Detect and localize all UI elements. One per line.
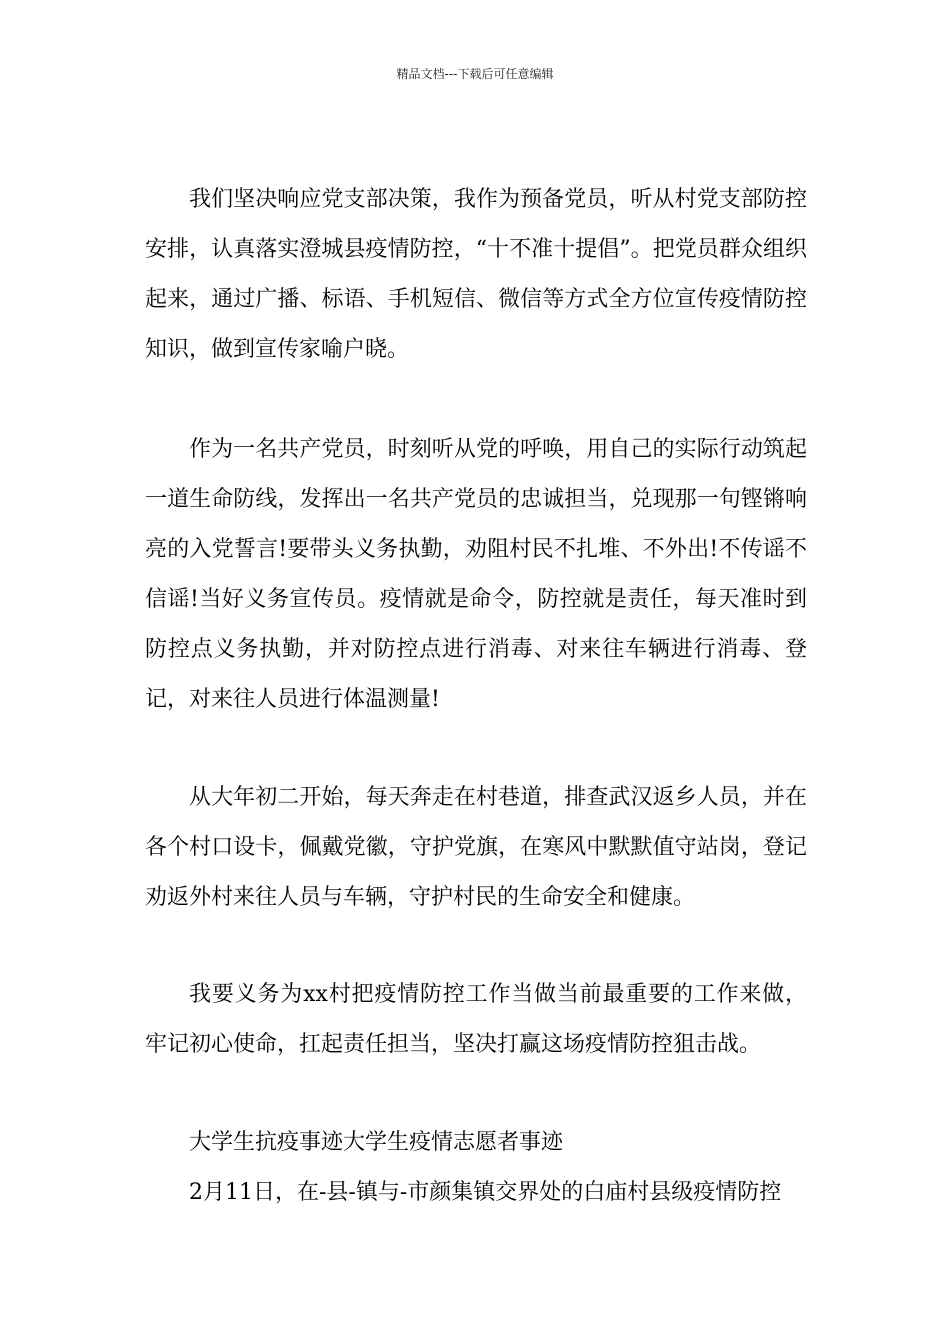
paragraph-commitment: 我要义务为xx村把疫情防控工作当做当前最重要的工作来做，牢记初心使命，扛起责任担当，坚决打赢这场疫情防控狙击战。 xyxy=(145,982,807,1057)
page-header: 精品文档---下载后可任意编辑 xyxy=(396,67,554,81)
section-title: 大学生抗疫事迹大学生疫情志愿者事迹 xyxy=(189,1130,564,1155)
paragraph-student-story: 2月11日，在-县-镇与-市颜集镇交界处的白庙村县级疫情防控 xyxy=(189,1180,782,1205)
paragraph-village-checkpoint: 从大年初二开始，每天奔走在村巷道，排查武汉返乡人员，并在各个村口设卡，佩戴党徽，守护党旗，在寒风中默默值守站岗，登记劝返外村来往人员与车辆，守护村民的生命安全和健康。 xyxy=(145,785,807,910)
paragraph-party-response: 我们坚决响应党支部决策，我作为预备党员，听从村党支部防控安排，认真落实澄城县疫情防控，“十不准十提倡”。把党员群众组织起来，通过广播、标语、手机短信、微信等方式全方位宣传疫情防控知识，做到宣传家喻户晓。 xyxy=(145,187,807,362)
paragraph-party-member-duty: 作为一名共产党员，时刻听从党的呼唤，用自己的实际行动筑起一道生命防线，发挥出一名共产党员的忠诚担当，兑现那一句铿锵响亮的入党誓言!要带头义务执勤，劝阻村民不扎堆、不外出!不传谣不信谣!当好义务宣传员。疫情就是命令，防控就是责任，每天准时到防控点义务执勤，并对防控点进行消毒、对来往车辆进行消毒、登记，对来往人员进行体温测量! xyxy=(145,437,807,712)
